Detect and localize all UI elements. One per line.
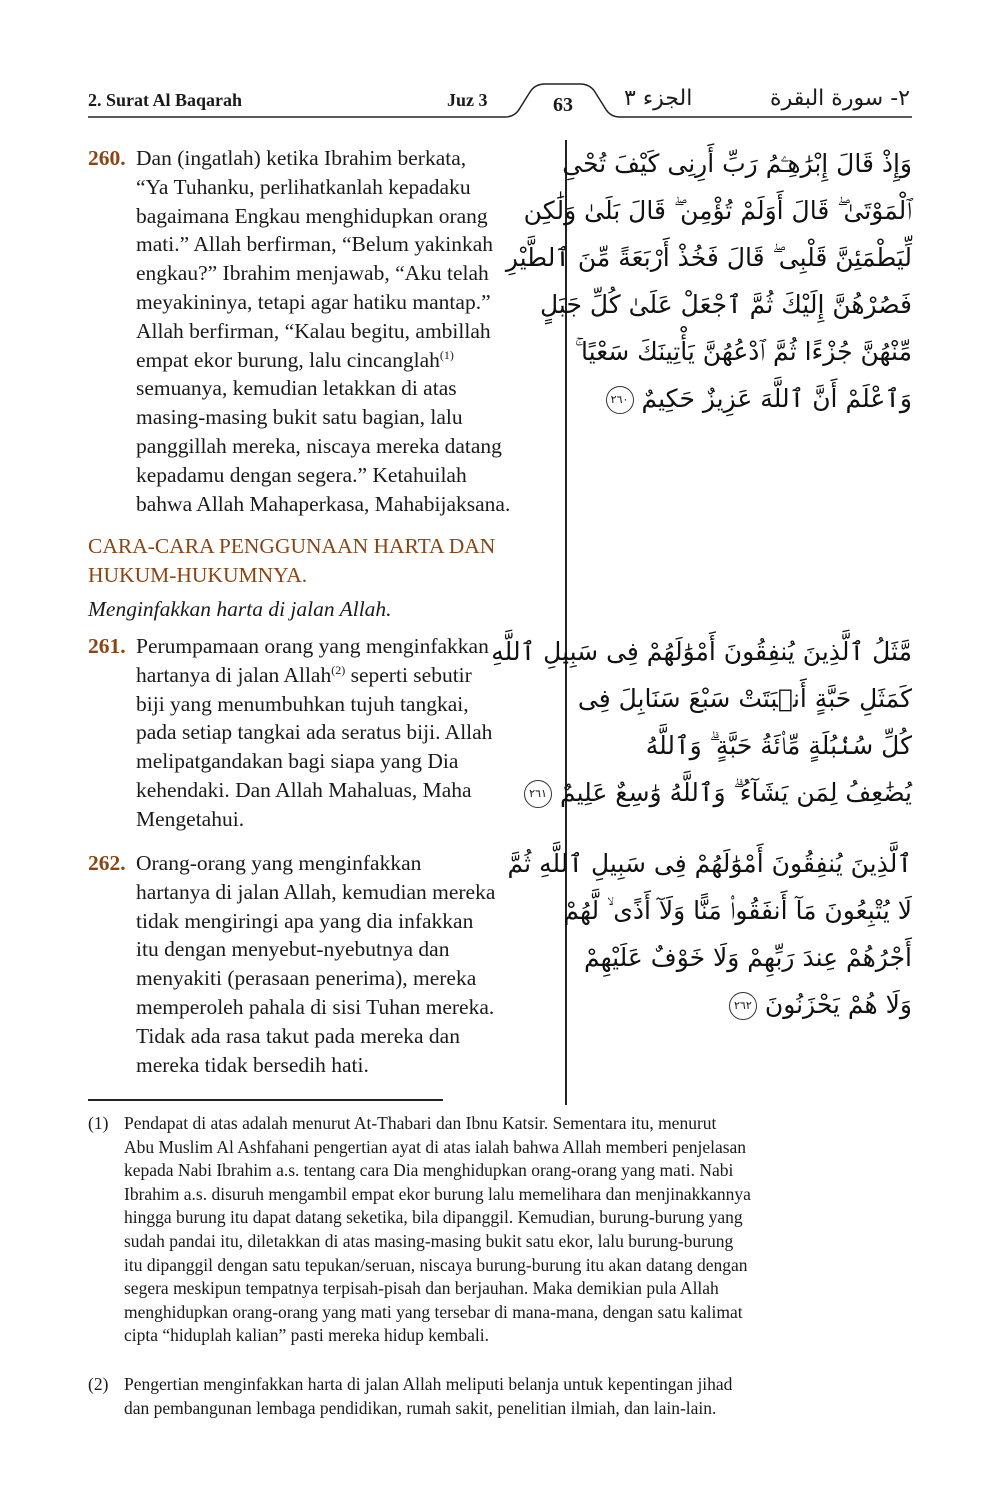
arabic-line-text: وَلَا هُمْ يَحْزَنُونَ: [764, 990, 912, 1019]
arabic-line: [529, 769, 912, 816]
verse-line: menyakiti (perasaan penerima), mereka: [136, 966, 477, 991]
verse-line: Mengetahui.: [136, 806, 245, 831]
verse-number: 260.: [88, 146, 126, 170]
verse-line: Allah berfirman, “Kalau begitu, ambillah: [136, 318, 491, 343]
verse-line: melipatgandakan bagi siapa yang Dia: [136, 749, 459, 774]
verse-line: tidak mengiringi apa yang dia infakkan: [136, 908, 474, 933]
section-title-line: HUKUM-HUKUMNYA.: [88, 562, 308, 587]
verse-text: [136, 849, 550, 1079]
verse-line: engkau?” Ibrahim menjawab, “Aku telah: [136, 261, 489, 286]
footnote-ref-2[interactable]: (2): [331, 662, 346, 677]
verse-260-translation: [88, 144, 550, 518]
footnote-line: hingga burung itu dapat datang seketika, bila dipanggil. Kemudian, burung-burung yang: [124, 1207, 743, 1228]
verse-line-text: seperti sebutir: [345, 662, 472, 687]
arabic-line: [600, 375, 912, 422]
arabic-line: مَّثَلُ ٱلَّذِينَ يُنفِقُونَ أَمْوَٰلَهُمْ فِى سَبِيلِ ٱللَّهِ: [491, 637, 912, 666]
footnote-line: dan pembangunan lembaga pendidikan, rumah sakit, penelitian ilmiah, dan lain-lain.: [124, 1397, 717, 1418]
page-number: 63: [553, 94, 573, 116]
arabic-line: ٱلَّذِينَ يُنفِقُونَ أَمْوَٰلَهُمْ فِى سَبِيلِ ٱللَّهِ ثُمَّ: [507, 849, 912, 878]
verse-line: Tidak ada rasa takut pada mereka dan: [136, 1023, 460, 1048]
surah-title-latin: 2. Surat Al Baqarah: [88, 90, 243, 110]
verse-line: bahwa Allah Mahaperkasa, Mahabijaksana.: [136, 491, 511, 516]
footnote-line: Abu Muslim Al Ashfahani pengertian ayat di atas ialah bahwa Allah memberi penjelasan: [124, 1136, 747, 1157]
verse-number: 262.: [88, 851, 126, 875]
verse-line: [136, 661, 550, 690]
verse-262-translation: [88, 849, 550, 1079]
arabic-line: لِّيَطْمَئِنَّ قَلْبِى ۖ قَالَ فَخُذْ أَرْبَعَةً مِّنَ ٱلطَّيْرِ: [505, 243, 912, 272]
verse-line: itu dengan menyebut-nyebutnya dan: [136, 937, 450, 962]
arabic-line-text: وَٱعْلَمْ أَنَّ ٱللَّهَ عَزِيزٌ حَكِيمٌ: [641, 384, 912, 413]
footnote-line: Pengertian menginfakkan harta di jalan Allah meliputi belanja untuk kepentingan jihad: [124, 1374, 733, 1394]
footnote-text: [124, 1112, 913, 1348]
arabic-line: مِّنْهُنَّ جُزْءًا ثُمَّ ٱدْعُهُنَّ يَأْتِينَكَ سَعْيًا ۚ: [574, 337, 912, 366]
arabic-line: لَا يُتْبِعُونَ مَآ أَنفَقُوا۟ مَنًّا وَلَآ أَذًى ۙ لَّهُمْ: [563, 896, 912, 925]
verse-line: panggillah mereka, niscaya mereka datang: [136, 433, 502, 458]
verse-text: [136, 632, 550, 834]
surah-title-arabic: ٢- سورة البقرة: [770, 86, 910, 111]
verse-line-text: empat ekor burung, lalu cincanglah: [136, 347, 440, 372]
ayah-end-marker: ٢٦٢: [729, 992, 757, 1020]
arabic-line: ٱلْمَوْتَىٰ ۖ قَالَ أَوَلَمْ تُؤْمِن ۖ قَالَ بَلَىٰ وَلَٰكِن: [523, 196, 912, 225]
arabic-line-text: يُضَٰعِفُ لِمَن يَشَآءُ ۗ وَٱللَّهُ وَٰسِعٌ عَلِيمٌ: [559, 778, 912, 807]
verse-line: semuanya, kemudian letakkan di atas: [136, 376, 457, 401]
section-subtitle: Menginfakkan harta di jalan Allah.: [88, 597, 392, 621]
verse-line: [136, 346, 550, 375]
arabic-line: [600, 981, 912, 1028]
arabic-line: كُلِّ سُنۢبُلَةٍ مِّا۟ئَةُ حَبَّةٍ ۗ وَٱللَّهُ: [645, 731, 912, 760]
verse-260-arabic: [505, 140, 912, 422]
footnote-line: Ibrahim a.s. disuruh mengambil empat ekor burung lalu memelihara dan menjinakkannya: [124, 1183, 751, 1204]
verse-line: Perumpamaan orang yang menginfakkan: [136, 634, 489, 658]
footnote-line: kepada Nabi Ibrahim a.s. tentang cara Dia menghidupkan orang-orang yang mati. Nabi: [124, 1160, 734, 1181]
footnote-line: segera meskipun tempatnya terpisah-pisah dan berjauhan. Maka demikian pula Allah: [124, 1278, 719, 1299]
verse-line: Orang-orang yang menginfakkan: [136, 851, 422, 875]
verse-line: bagaimana Engkau menghidupkan orang: [136, 203, 488, 228]
arabic-line: وَإِذْ قَالَ إِبْرَٰهِـۧمُ رَبِّ أَرِنِى كَيْفَ تُحْىِ: [562, 149, 912, 178]
footnote-2: [88, 1373, 913, 1420]
footnote-line: cipta “hiduplah kalian” pasti mereka hidup kembali.: [124, 1325, 489, 1346]
footnote-line: Pendapat di atas adalah menurut At-Thabari dan Ibnu Katsir. Sementara itu, menurut: [124, 1113, 717, 1133]
arabic-line: أَجْرُهُمْ عِندَ رَبِّهِمْ وَلَا خَوْفٌ عَلَيْهِمْ: [583, 943, 912, 972]
section-title-line: CARA-CARA PENGGUNAAN HARTA DAN: [88, 534, 496, 558]
verse-line: kepadamu dengan segera.” Ketahuilah: [136, 462, 467, 487]
verse-number: 261.: [88, 634, 126, 658]
verse-261-arabic: [491, 628, 912, 816]
footnote-number: (2): [88, 1374, 109, 1394]
verse-262-arabic: [507, 840, 912, 1028]
footnote-number: (1): [88, 1113, 109, 1133]
footnote-rule: [88, 1099, 443, 1101]
verse-text: [136, 144, 550, 518]
footnote-line: menghidupkan orang-orang yang mati yang tersebar di mana-mana, dengan satu kalimat: [124, 1301, 743, 1322]
verse-line: pada setiap tangkai ada seratus biji. Allah: [136, 720, 493, 745]
verse-line: hartanya di jalan Allah, kemudian mereka: [136, 879, 496, 904]
verse-line: “Ya Tuhanku, perlihatkanlah kepadaku: [136, 174, 471, 199]
section-title: [88, 532, 558, 590]
footnote-text: [124, 1373, 913, 1420]
verse-line: masing-masing bukit satu bagian, lalu: [136, 405, 463, 430]
verse-line: Dan (ingatlah) ketika Ibrahim berkata,: [136, 146, 467, 170]
footnote-line: itu dipanggil dengan satu tepukan/seruan, niscaya burung-burung itu akan datang dengan: [124, 1254, 748, 1275]
footnote-1: [88, 1112, 913, 1348]
verse-line-text: hartanya di jalan Allah: [136, 662, 332, 687]
verse-line: biji yang menumbuhkan tujuh tangkai,: [136, 691, 469, 716]
verse-line: meyakininya, tetapi agar hatiku mantap.”: [136, 289, 491, 314]
ayah-end-marker: ٢٦٠: [606, 386, 634, 414]
verse-line: memperoleh pahala di sisi Tuhan mereka.: [136, 994, 495, 1019]
verse-line: mereka tidak bersedih hati.: [136, 1052, 369, 1077]
arabic-line: كَمَثَلِ حَبَّةٍ أَنۢبَتَتْ سَبْعَ سَنَابِلَ فِى: [577, 684, 912, 713]
verse-261-translation: [88, 632, 550, 834]
juz-label-arabic: الجزء ٣: [624, 86, 693, 111]
footnote-ref-1[interactable]: (1): [439, 347, 454, 362]
footnote-line: sudah pandai itu, diletakkan di atas masing-masing bukit satu ekor, lalu burung-burung: [124, 1230, 734, 1251]
verse-line: kehendaki. Dan Allah Mahaluas, Maha: [136, 777, 472, 802]
ayah-end-marker: ٢٦١: [524, 780, 552, 808]
juz-label-latin: Juz 3: [447, 90, 488, 110]
arabic-line: فَصُرْهُنَّ إِلَيْكَ ثُمَّ ٱجْعَلْ عَلَىٰ كُلِّ جَبَلٍ: [540, 290, 912, 319]
verse-line: mati.” Allah berfirman, “Belum yakinkah: [136, 232, 494, 257]
